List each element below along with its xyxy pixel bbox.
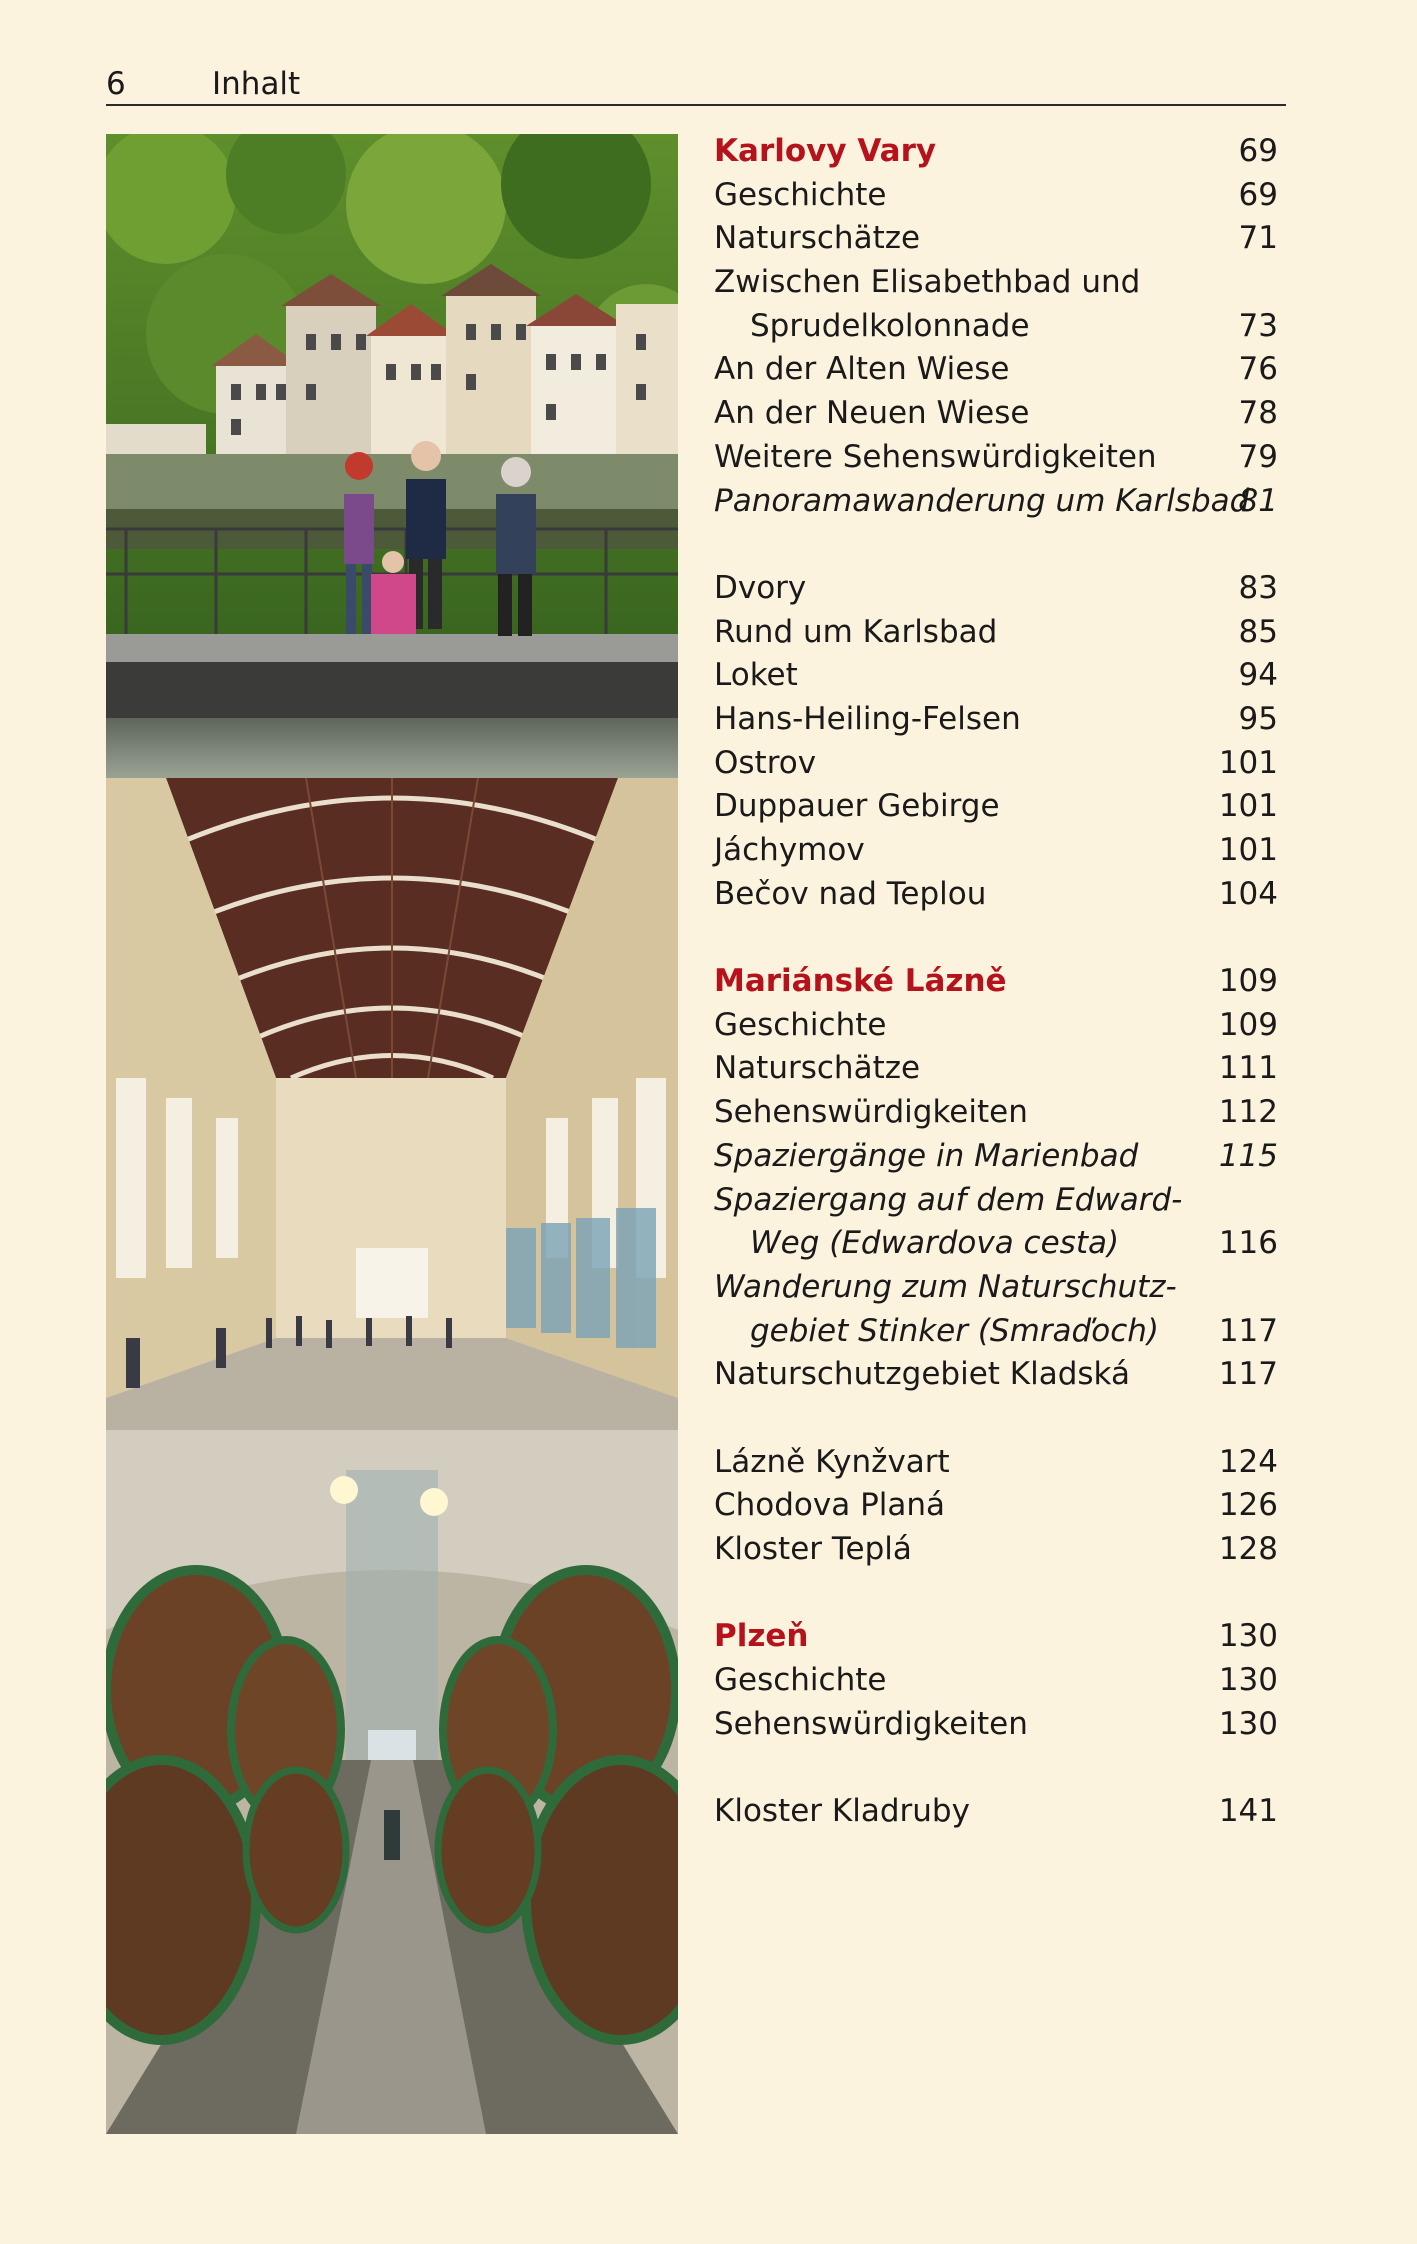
page-number: 6 <box>106 66 126 102</box>
toc-page: 109 <box>1218 963 1278 1000</box>
toc-page: 85 <box>1238 613 1278 650</box>
toc-entry[interactable] <box>714 1615 1278 1659</box>
toc-title: Naturschutzgebiet Kladská <box>714 1356 1130 1393</box>
photo-colonnade <box>106 778 678 1430</box>
toc-title: Wanderung zum Naturschutz- <box>714 1268 1177 1305</box>
toc-title: Panoramawanderung um Karlsbad <box>714 482 1250 519</box>
toc-page: 111 <box>1218 1050 1278 1087</box>
toc-page: 69 <box>1238 176 1278 213</box>
toc-entry[interactable] <box>714 1703 1278 1747</box>
toc-page: 71 <box>1238 220 1278 257</box>
toc-title: Weitere Sehenswürdigkeiten <box>714 438 1157 475</box>
toc-page: 130 <box>1218 1705 1278 1742</box>
toc-entry[interactable] <box>714 873 1278 917</box>
toc-entry[interactable] <box>714 611 1278 655</box>
toc-page: 117 <box>1218 1312 1278 1349</box>
toc-title: Hans-Heiling-Felsen <box>714 700 1021 737</box>
toc-title: Spaziergang auf dem Edward- <box>714 1181 1183 1218</box>
toc-page: 83 <box>1238 569 1278 606</box>
toc-page: 69 <box>1238 133 1278 169</box>
toc-title: Ostrov <box>714 744 817 781</box>
toc-title: An der Alten Wiese <box>714 351 1010 388</box>
toc-title: Kloster Teplá <box>714 1531 912 1567</box>
toc-title: Loket <box>714 657 798 694</box>
toc-title: Jáchymov <box>714 832 865 868</box>
toc-title: Sehenswürdigkeiten <box>714 1094 1028 1131</box>
toc-entry[interactable] <box>714 217 1278 261</box>
toc-entry[interactable] <box>714 1266 1278 1310</box>
toc-page: 109 <box>1218 1006 1278 1043</box>
toc-title: Karlovy Vary <box>714 133 937 169</box>
photo-column <box>106 134 678 2134</box>
toc-page: 101 <box>1218 744 1278 781</box>
toc-page: 78 <box>1238 395 1278 432</box>
toc-page: 94 <box>1238 657 1278 694</box>
toc-entry[interactable] <box>714 1353 1278 1397</box>
toc-title: Naturschätze <box>714 1050 921 1087</box>
toc-page: 130 <box>1218 1662 1278 1699</box>
toc-entry[interactable] <box>714 436 1278 480</box>
section-gap <box>714 523 1278 567</box>
toc-entry[interactable] <box>714 1441 1278 1485</box>
toc-title: Mariánské Lázně <box>714 963 1007 1000</box>
toc-page: 101 <box>1218 832 1278 868</box>
toc-entry[interactable] <box>714 698 1278 742</box>
toc-title: Lázně Kynžvart <box>714 1443 950 1480</box>
toc-page: 128 <box>1218 1531 1278 1567</box>
toc-entry[interactable] <box>714 567 1278 611</box>
toc-title: Kloster Kladruby <box>714 1793 970 1830</box>
toc-page: 117 <box>1218 1356 1278 1393</box>
toc-title: Sehenswürdigkeiten <box>714 1705 1028 1742</box>
toc-page: 101 <box>1218 788 1278 825</box>
header-rule <box>106 104 1286 106</box>
section-gap <box>714 1397 1278 1441</box>
toc-title: Plzeň <box>714 1618 809 1655</box>
toc-title: Geschichte <box>714 176 887 213</box>
toc-page: 95 <box>1238 700 1278 737</box>
toc-entry[interactable] <box>714 1091 1278 1135</box>
toc-title: An der Neuen Wiese <box>714 395 1030 432</box>
toc-entry[interactable] <box>714 1222 1278 1266</box>
section-gap <box>714 1746 1278 1790</box>
toc-entry[interactable] <box>714 742 1278 786</box>
section-gap <box>714 1572 1278 1616</box>
table-of-contents <box>714 130 1278 1834</box>
toc-title: Bečov nad Teplou <box>714 875 987 912</box>
toc-entry[interactable] <box>714 480 1278 524</box>
toc-entry[interactable] <box>714 348 1278 392</box>
photo-karlovy-vary <box>106 134 678 778</box>
running-title: Inhalt <box>212 66 301 102</box>
toc-page: 104 <box>1218 875 1278 912</box>
toc-page: 130 <box>1218 1618 1278 1655</box>
toc-entry[interactable] <box>714 1310 1278 1354</box>
toc-title: Geschichte <box>714 1662 887 1699</box>
toc-entry[interactable] <box>714 1047 1278 1091</box>
toc-title: Dvory <box>714 569 807 606</box>
toc-title: Weg (Edwardova cesta) <box>750 1225 1120 1262</box>
toc-title: Spaziergänge in Marienbad <box>714 1137 1139 1174</box>
toc-page: 79 <box>1238 438 1278 475</box>
toc-entry[interactable] <box>714 392 1278 436</box>
toc-entry[interactable] <box>714 305 1278 349</box>
toc-entry[interactable] <box>714 654 1278 698</box>
toc-page: 124 <box>1218 1443 1278 1480</box>
toc-entry[interactable] <box>714 1659 1278 1703</box>
toc-page: 76 <box>1238 351 1278 388</box>
toc-entry[interactable] <box>714 1135 1278 1179</box>
toc-title: Naturschätze <box>714 220 921 257</box>
toc-entry[interactable] <box>714 829 1278 873</box>
toc-entry[interactable] <box>714 174 1278 218</box>
toc-page: 115 <box>1218 1137 1278 1174</box>
toc-page: 116 <box>1218 1225 1278 1262</box>
toc-page: 112 <box>1218 1094 1278 1131</box>
toc-title: Chodova Planá <box>714 1487 946 1524</box>
toc-entry[interactable] <box>714 1179 1278 1223</box>
running-header <box>106 62 1286 106</box>
toc-entry[interactable] <box>714 261 1278 305</box>
toc-entry[interactable] <box>714 1528 1278 1572</box>
section-gap <box>714 916 1278 960</box>
toc-title: Duppauer Gebirge <box>714 788 1000 825</box>
toc-title: Geschichte <box>714 1006 887 1043</box>
toc-page: 126 <box>1218 1487 1278 1524</box>
toc-entry[interactable] <box>714 130 1278 174</box>
toc-page: 81 <box>1238 482 1278 519</box>
toc-entry[interactable] <box>714 785 1278 829</box>
toc-title: Sprudelkolonnade <box>750 307 1030 344</box>
toc-entry[interactable] <box>714 1004 1278 1048</box>
toc-entry[interactable] <box>714 1790 1278 1834</box>
toc-page: 73 <box>1238 307 1278 344</box>
toc-title: gebiet Stinker (Smraďoch) <box>750 1312 1159 1349</box>
toc-page: 141 <box>1218 1793 1278 1830</box>
toc-entry[interactable] <box>714 960 1278 1004</box>
toc-title: Rund um Karlsbad <box>714 613 998 650</box>
toc-title: Zwischen Elisabethbad und <box>714 264 1141 301</box>
photo-beer-cellar <box>106 1430 678 2134</box>
toc-entry[interactable] <box>714 1484 1278 1528</box>
